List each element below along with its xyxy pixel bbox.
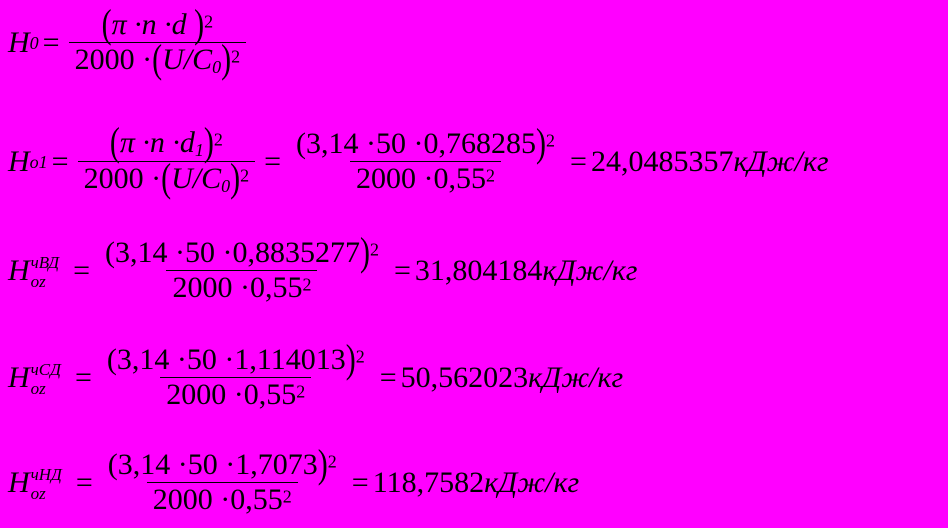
eq3-lhs-subscript: oz (30, 272, 46, 291)
eq2-denom-paren-open: ( (161, 156, 172, 201)
eq1-lhs-symbol: H (8, 26, 30, 60)
equation-3 (8, 230, 638, 304)
eq1-numer-paren-close: ) (194, 2, 205, 47)
eq2-fraction-numeric (290, 121, 561, 196)
eq4-result: 50,562023 (400, 360, 529, 394)
eq2-numeric-denom-text: 2000 ·0,55 (356, 162, 487, 196)
equation-1 (8, 2, 251, 82)
eq2-equals-2: = (264, 144, 282, 178)
eq4-lhs-superscript: чСД (30, 360, 61, 380)
eq4-lhs-symbol: H (8, 360, 30, 394)
eq5-denom-power: 2 (282, 486, 292, 507)
eq2-result: 24,0485357 (590, 144, 734, 178)
eq4-numer-power: 2 (355, 346, 365, 367)
eq4-denom-text: 2000 ·0,55 (166, 378, 297, 411)
eq5-lhs-indices (31, 466, 62, 503)
eq2-numer-paren-close: ) (203, 120, 214, 165)
eq5-equals-2: = (351, 465, 369, 499)
eq5-units: кДж/кг (484, 465, 580, 499)
eq2-lhs-symbol: H (8, 144, 30, 178)
eq5-lhs-superscript: чНД (30, 465, 62, 485)
eq2-denominator-symbolic (78, 156, 256, 201)
eq3-denominator (166, 270, 317, 303)
equation-5 (8, 442, 580, 516)
eq1-denom-coef: 2000 · (74, 43, 153, 76)
eq1-denom-body: U/C (162, 43, 213, 76)
eq2-numer-body: π ·n ·d (119, 126, 195, 159)
eq2-numeric-denominator (350, 161, 501, 194)
eq5-numer-text: (3,14 ·50 ·1,7073 (107, 448, 318, 481)
eq2-numer-paren-open: ( (109, 120, 120, 165)
eq1-denom-c-subscript: 0 (212, 57, 222, 78)
eq2-numeric-numerator (290, 121, 561, 166)
eq1-equals: = (42, 26, 60, 60)
eq2-fraction-symbolic (78, 120, 256, 201)
eq5-equals-1: = (75, 465, 93, 499)
eq2-lhs-subscript: o1 (29, 151, 48, 172)
eq3-denom-text: 2000 ·0,55 (172, 271, 303, 304)
eq1-denom-paren-close: ) (221, 37, 232, 82)
eq4-numer-paren-close: ) (345, 337, 356, 382)
eq3-numer-text: (3,14 ·50 ·0,8835277 (105, 236, 360, 269)
eq5-numerator (102, 442, 343, 487)
eq4-denom-power: 2 (296, 381, 306, 402)
eq2-numeric-numer-text: (3,14 ·50 ·0,768285 (296, 127, 537, 161)
eq3-lhs-superscript: чВД (30, 253, 60, 273)
eq1-denominator (69, 37, 247, 82)
eq3-lhs-indices (31, 254, 59, 291)
eq3-numerator (99, 230, 385, 275)
equation-2 (8, 120, 829, 201)
eq2-denom-power: 2 (240, 165, 250, 186)
eq1-lhs-subscript: 0 (29, 33, 39, 54)
eq5-result: 118,7582 (372, 465, 485, 499)
eq1-fraction (69, 2, 247, 82)
eq5-numer-paren-close: ) (317, 442, 328, 487)
eq2-denom-coef: 2000 · (83, 162, 162, 196)
eq5-denom-text: 2000 ·0,55 (152, 483, 283, 516)
eq3-equals-1: = (73, 253, 90, 287)
eq1-denom-paren-open: ( (152, 37, 163, 82)
eq4-lhs-indices (31, 361, 61, 398)
eq2-numer-d-subscript: 1 (194, 140, 204, 161)
eq5-fraction (102, 442, 343, 516)
eq4-equals-2: = (379, 360, 397, 394)
eq5-numer-power: 2 (327, 451, 337, 472)
eq3-denom-power: 2 (302, 274, 312, 295)
eq3-numer-paren-close: ) (359, 230, 370, 275)
eq4-fraction (101, 337, 371, 411)
eq2-numeric-denom-power: 2 (486, 165, 496, 186)
eq4-denominator (160, 377, 311, 410)
equation-4 (8, 337, 624, 411)
eq2-equals-1: = (51, 144, 69, 178)
eq1-numer-body: π ·n ·d (111, 8, 187, 41)
eq4-numerator (101, 337, 371, 382)
eq2-denom-body: U/C (171, 162, 222, 196)
eq2-denom-c-subscript: 0 (221, 176, 231, 197)
eq3-units: кДж/кг (542, 253, 638, 287)
eq2-units: кДж/кг (733, 144, 829, 178)
eq3-fraction (99, 230, 385, 304)
eq4-units: кДж/кг (528, 360, 624, 394)
eq2-numer-power: 2 (213, 129, 223, 150)
eq3-equals-2: = (393, 253, 411, 287)
eq4-lhs-subscript: oz (30, 379, 46, 398)
eq2-numeric-numer-power: 2 (546, 130, 556, 151)
eq1-denom-power: 2 (231, 46, 241, 67)
eq2-denom-paren-close: ) (230, 156, 241, 201)
eq2-numeric-numer-paren-close: ) (536, 121, 547, 166)
eq5-lhs-subscript: oz (30, 484, 46, 503)
eq3-lhs-symbol: H (8, 253, 30, 287)
eq4-numer-text: (3,14 ·50 ·1,114013 (106, 343, 346, 376)
eq2-equals-3: = (570, 144, 587, 178)
eq4-equals-1: = (74, 360, 92, 394)
eq1-numer-paren-open: ( (101, 2, 112, 47)
eq3-result: 31,804184 (414, 253, 543, 287)
eq5-lhs-symbol: H (8, 465, 30, 499)
eq5-denominator (147, 482, 298, 515)
eq3-numer-power: 2 (369, 239, 379, 260)
eq1-numer-power: 2 (204, 11, 214, 32)
